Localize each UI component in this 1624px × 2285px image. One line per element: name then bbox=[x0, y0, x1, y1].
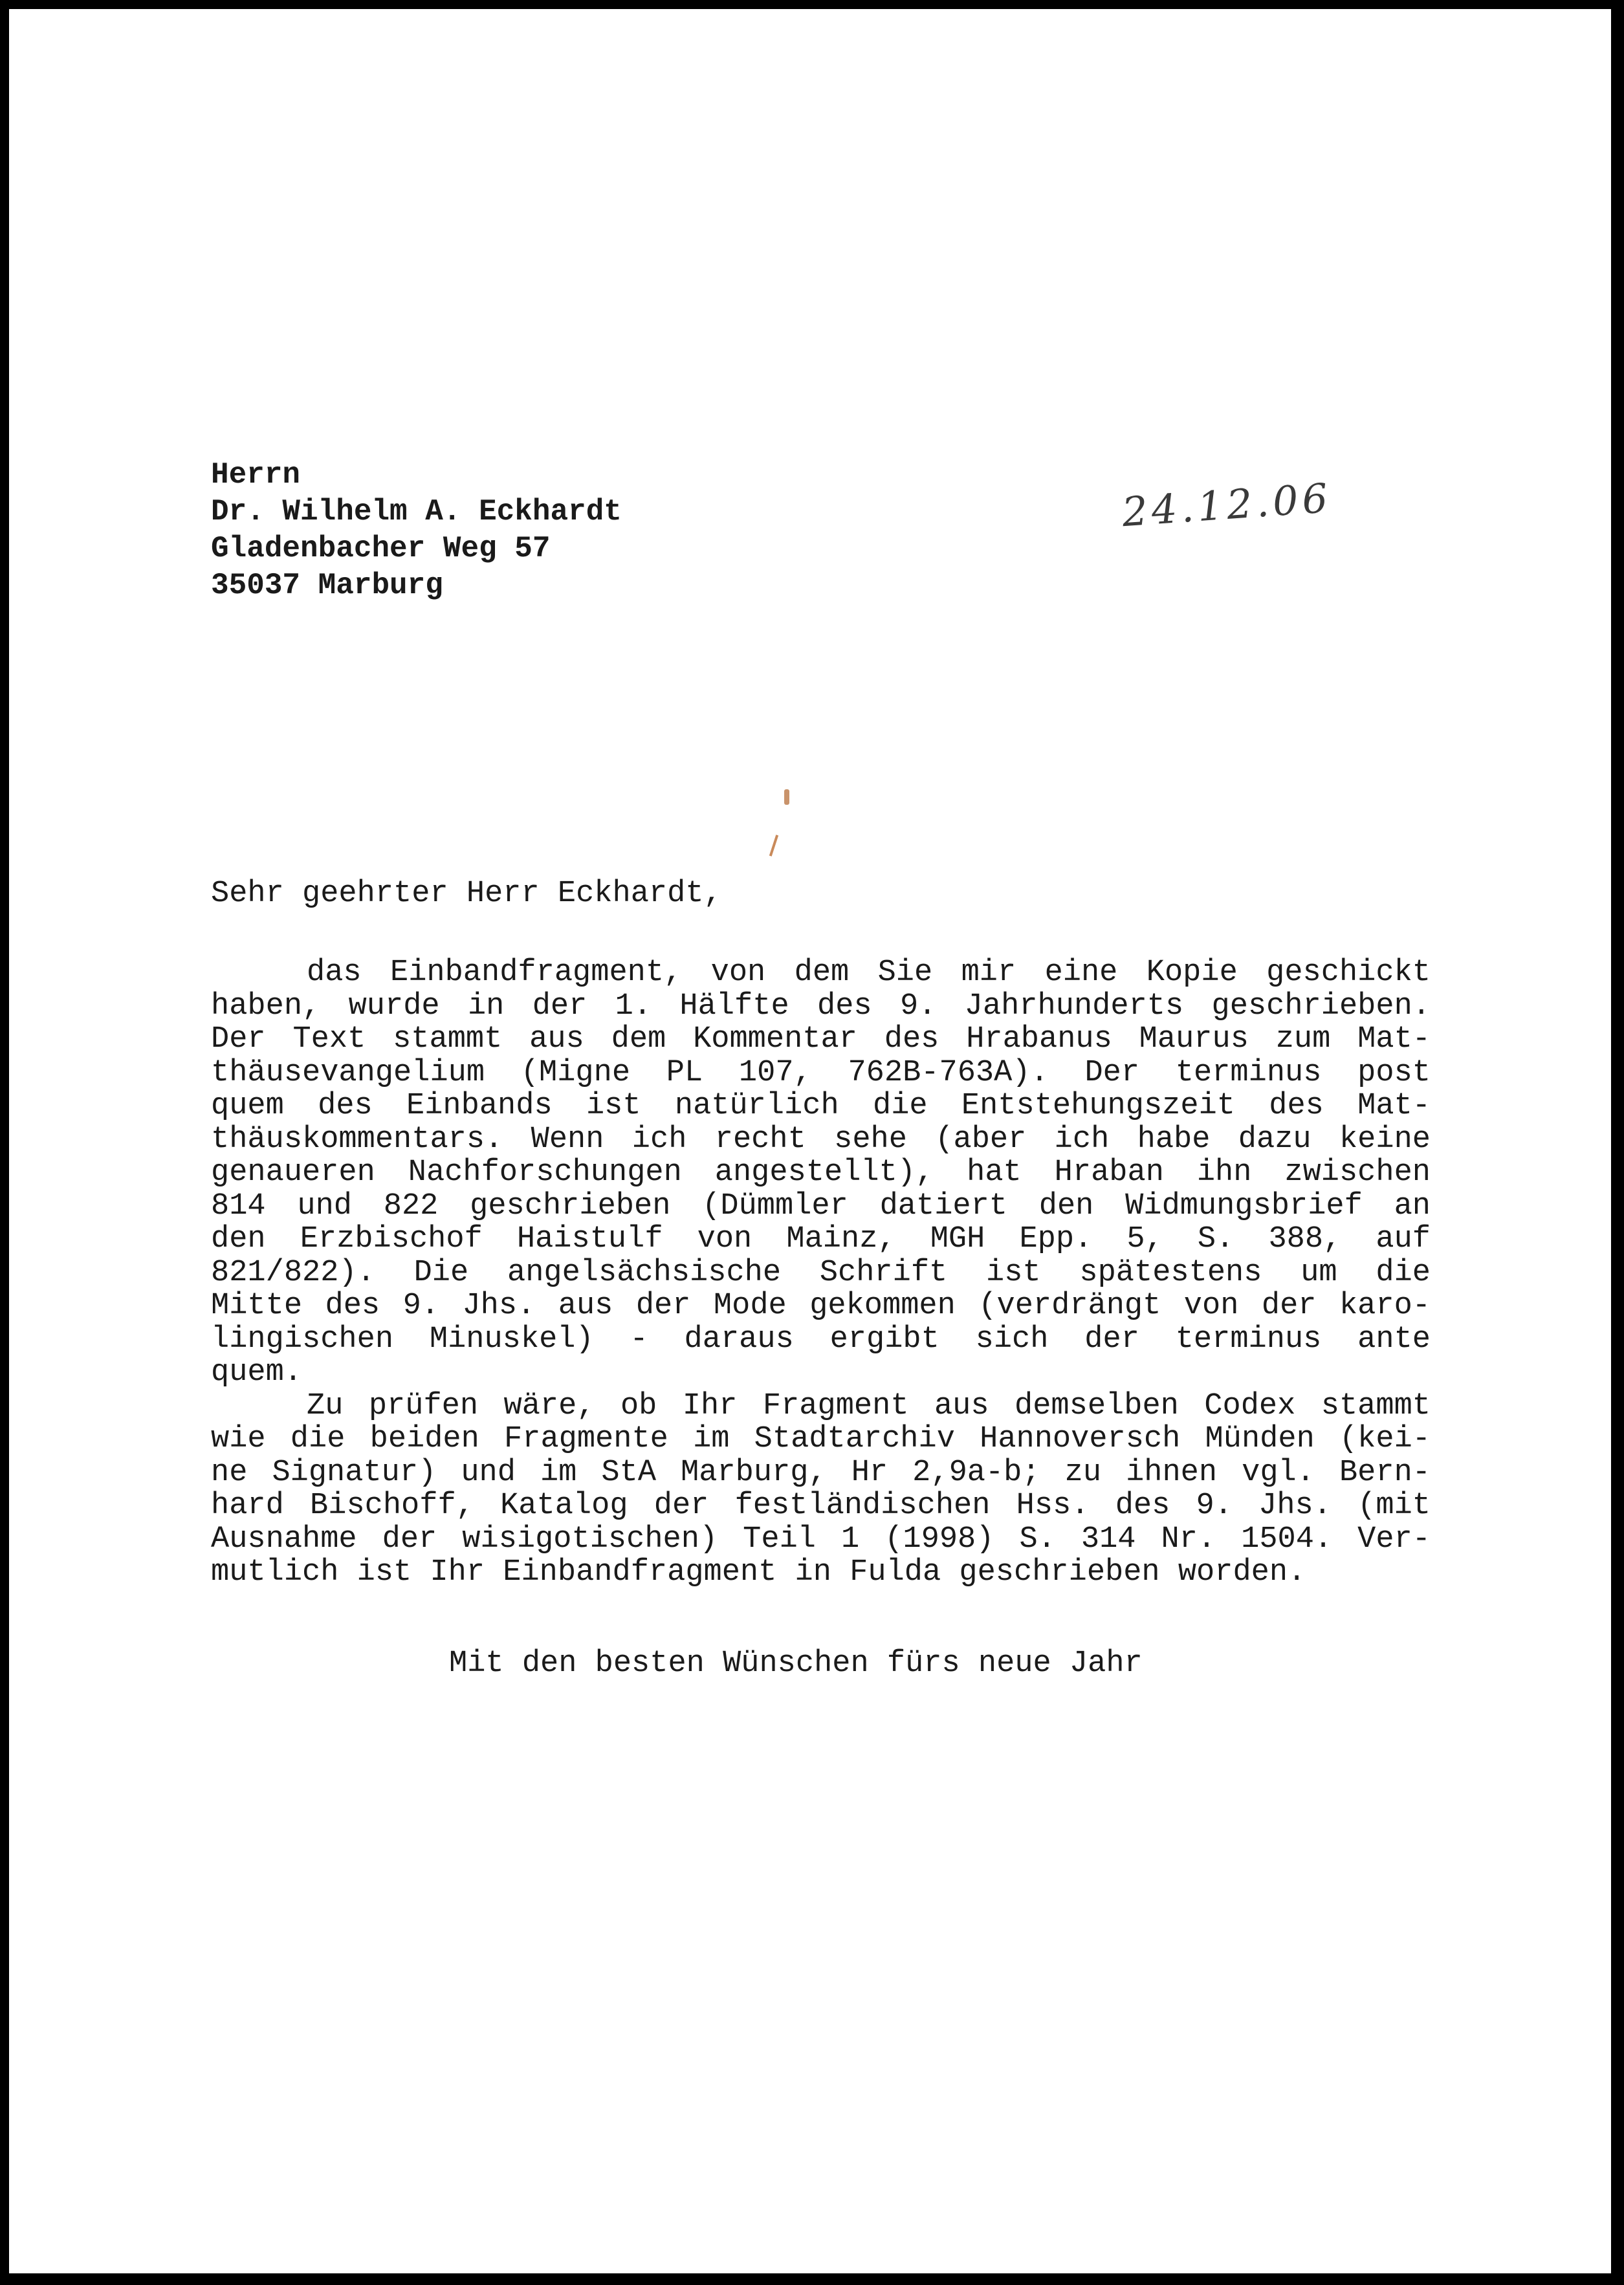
body-line: thäusevangelium (Migne PL 107, 762B-763A). Der terminus post bbox=[211, 1055, 1431, 1090]
body-line: Ausnahme der wisigotischen) Teil 1 (1998) S. 314 Nr. 1504. Ver- bbox=[211, 1522, 1431, 1557]
body-line: hard Bischoff, Katalog der festländischen Hss. des 9. Jhs. (mit bbox=[211, 1489, 1431, 1523]
recipient-address bbox=[211, 457, 622, 604]
body-line: das Einbandfragment, von dem Sie mir eine Kopie geschickt bbox=[307, 956, 1431, 990]
paper-speck bbox=[769, 835, 778, 857]
recipient-street: Gladenbacher Weg 57 bbox=[211, 532, 551, 565]
letter-body bbox=[211, 956, 1431, 1590]
body-line: Der Text stammt aus dem Kommentar des Hrabanus Maurus zum Mat- bbox=[211, 1022, 1431, 1056]
recipient-city: 35037 Marburg bbox=[211, 569, 443, 602]
body-line: haben, wurde in der 1. Hälfte des 9. Jahrhunderts geschrieben. bbox=[211, 989, 1431, 1023]
body-line: thäuskommentars. Wenn ich recht sehe (aber ich habe dazu keine bbox=[211, 1122, 1431, 1157]
body-line: quem des Einbands ist natürlich die Entstehungszeit des Mat- bbox=[211, 1089, 1431, 1123]
body-line: den Erzbischof Haistulf von Mainz, MGH Epp. 5, S. 388, auf bbox=[211, 1222, 1431, 1256]
body-line: mutlich ist Ihr Einbandfragment in Fulda geschrieben worden. bbox=[211, 1555, 1306, 1590]
paper-speck bbox=[784, 789, 789, 805]
salutation: Sehr geehrter Herr Eckhardt, bbox=[211, 877, 722, 911]
closing-line: Mit den besten Wünschen fürs neue Jahr bbox=[449, 1646, 1143, 1681]
body-line: Zu prüfen wäre, ob Ihr Fragment aus demselben Codex stammt bbox=[307, 1388, 1431, 1423]
letter-page bbox=[9, 9, 1611, 2273]
body-line: genaueren Nachforschungen angestellt), hat Hraban ihn zwischen bbox=[211, 1155, 1431, 1190]
recipient-name: Dr. Wilhelm A. Eckhardt bbox=[211, 495, 622, 529]
body-line: ne Signatur) und im StA Marburg, Hr 2,9a-b; zu ihnen vgl. Bern- bbox=[211, 1455, 1431, 1490]
recipient-salutation-line: Herrn bbox=[211, 458, 301, 492]
body-line: quem. bbox=[211, 1355, 303, 1390]
handwritten-date: 24.12.06 bbox=[1120, 474, 1333, 536]
body-line: 821/822). Die angelsächsische Schrift ist spätestens um die bbox=[211, 1255, 1431, 1290]
body-line: wie die beiden Fragmente im Stadtarchiv Hannoversch Münden (kei- bbox=[211, 1422, 1431, 1456]
body-line: Mitte des 9. Jhs. aus der Mode gekommen (verdrängt von der karo- bbox=[211, 1289, 1431, 1323]
body-line: lingischen Minuskel) - daraus ergibt sich der terminus ante bbox=[211, 1322, 1431, 1357]
body-line: 814 und 822 geschrieben (Dümmler datiert den Widmungsbrief an bbox=[211, 1188, 1431, 1223]
